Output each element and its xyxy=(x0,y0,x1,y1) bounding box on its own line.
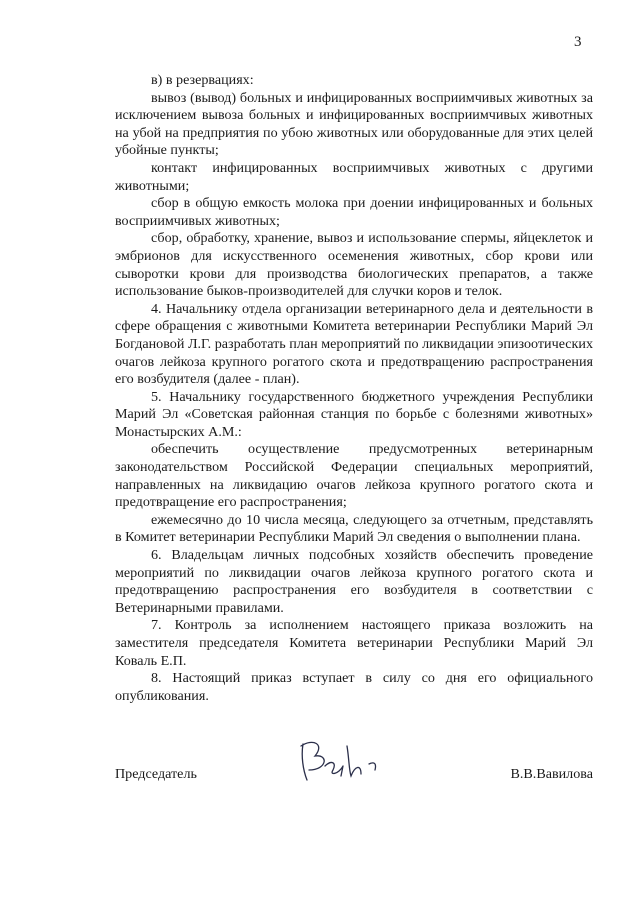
signatory-title: Председатель xyxy=(115,766,197,782)
paragraph-sperm: сбор, обработку, хранение, вывоз и использование спермы, яйцеклеток и эмбрионов для искусственного осеменения животных, сбор крови или сыворотки крови для производства биологических препаратов, а также использование быков-производителей для случки коров и телок. xyxy=(115,230,593,300)
paragraph-milk: сбор в общую емкость молока при доении инфицированных и больных восприимчивых животных; xyxy=(115,195,593,229)
signatory-name: В.В.Вавилова xyxy=(510,766,593,782)
paragraph-ensure: обеспечить осуществление предусмотренных ветеринарным законодательством Российской Федерации специальных мероприятий, направленных на ликвидацию очагов лейкоза крупного рогатого скота и предотвращение его распространения; xyxy=(115,441,593,511)
paragraph-item-7: 7. Контроль за исполнением настоящего приказа возложить на заместителя председателя Комитета ветеринарии Республики Марий Эл Коваль Е.П. xyxy=(115,617,593,669)
paragraph-item-6: 6. Владельцам личных подсобных хозяйств обеспечить проведение мероприятий по ликвидации очагов лейкоза крупного рогатого скота и предотвращению распространения его возбудителя в соответствии с Ветеринарными правилами. xyxy=(115,547,593,616)
paragraph-item-5: 5. Начальнику государственного бюджетного учреждения Республики Марий Эл «Советская районная станция по борьбе с болезнями животных» Монастырских А.М.: xyxy=(115,388,593,440)
document-body xyxy=(115,72,593,705)
paragraph-reservations: в) в резервациях: xyxy=(151,72,254,88)
paragraph-item-4: 4. Начальнику отдела организации ветеринарного дела и деятельности в сфере обращения с животными Комитета ветеринарии Республики Марий Эл Богдановой Л.Г. разработать план мероприятий по ликвидации эпизоотических очагов лейкоза крупного рогатого скота и предотвращению распространения его возбудителя (далее - план). xyxy=(115,300,593,388)
paragraph-contact: контакт инфицированных восприимчивых животных с другими животными; xyxy=(115,159,593,194)
paragraph-item-8: 8. Настоящий приказ вступает в силу со дня его официального опубликования. xyxy=(115,670,593,704)
paragraph-animal-removal: вывоз (вывод) больных и инфицированных восприимчивых животных за исключением вывоза больных и инфицированных восприимчивых животных на убой на предприятия по убою животных или оборудованные для этих целей убойные пункты; xyxy=(115,89,593,159)
handwritten-signature xyxy=(295,736,385,786)
page-number: 3 xyxy=(574,34,582,50)
signature-row xyxy=(115,766,593,786)
paragraph-monthly: ежемесячно до 10 числа месяца, следующего за отчетным, представлять в Комитет ветеринарии Республики Марий Эл сведения о выполнении плана. xyxy=(115,511,593,546)
